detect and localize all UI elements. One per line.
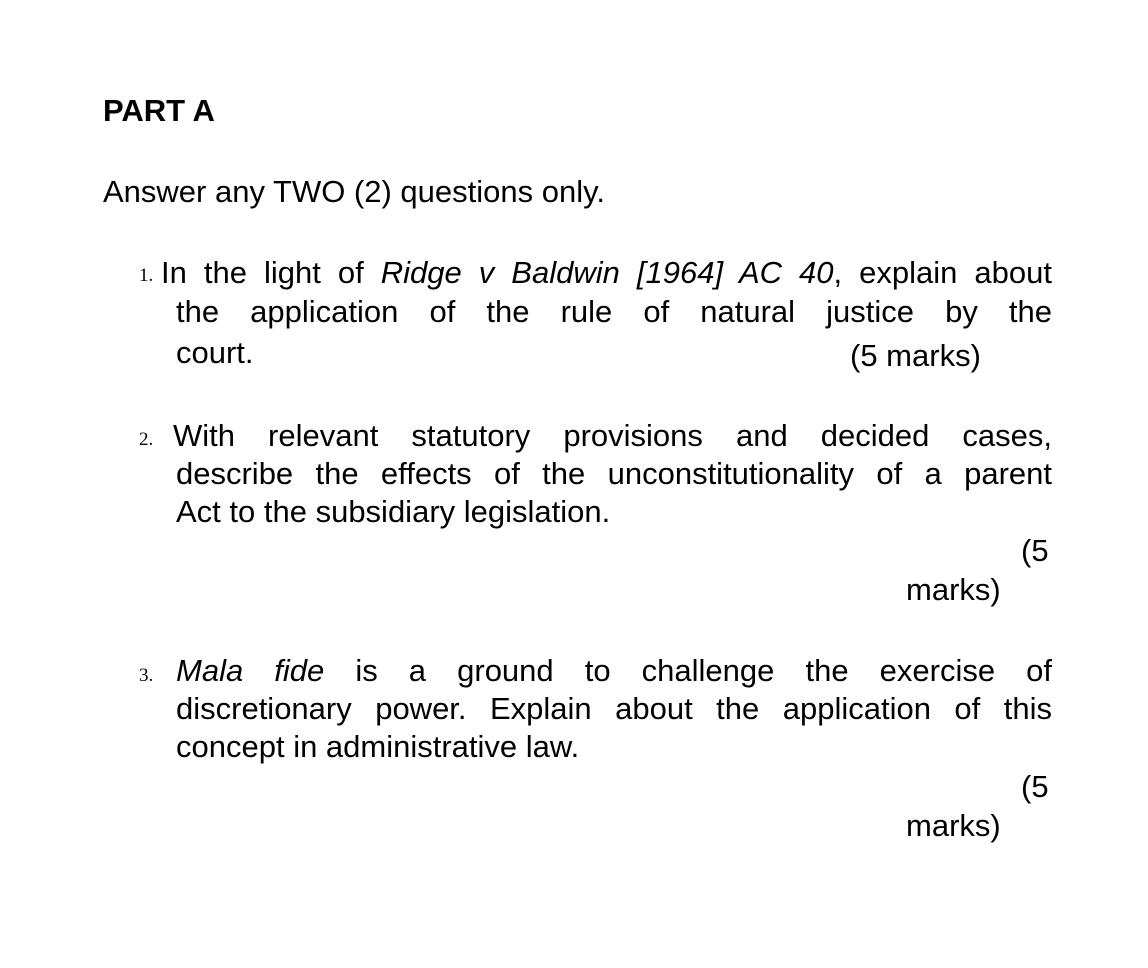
question-3-line-1-rest: is a ground to challenge the exercise of: [324, 653, 1052, 688]
question-2-marks-open: (5: [1021, 533, 1049, 568]
question-1-marks: (5 marks): [850, 338, 981, 373]
latin-term: Mala fide: [176, 653, 325, 688]
question-1-line-1-post: , explain about: [833, 255, 1053, 290]
instruction-text: Answer any TWO (2) questions only.: [103, 174, 605, 209]
question-1-line-2: the application of the rule of natural justice by the: [176, 294, 1052, 329]
question-2-line-1: With relevant statutory provisions and decided cases,: [173, 418, 1052, 453]
question-2-number: 2.: [139, 429, 154, 450]
question-1: [161, 254, 1052, 292]
question-3: [176, 652, 1052, 766]
question-2-marks-close: marks): [906, 572, 1001, 607]
question-3-marks-close: marks): [906, 808, 1001, 843]
question-1-line-3: court.: [176, 335, 254, 370]
question-1-line-1-pre: In the light of: [161, 255, 381, 290]
case-citation: Ridge v Baldwin [1964] AC 40: [380, 255, 834, 290]
question-3-marks-open: (5: [1021, 769, 1049, 804]
question-3-line-2: discretionary power. Explain about the application of this: [176, 691, 1052, 726]
question-3-line-1: [176, 652, 1052, 690]
question-3-number: 3.: [139, 665, 154, 686]
question-3-line-3: concept in administrative law.: [176, 729, 580, 764]
question-2-line-2: describe the effects of the unconstitutionality of a parent: [176, 456, 1052, 491]
question-2-line-3: Act to the subsidiary legislation.: [176, 494, 611, 529]
question-2-continued: [176, 455, 1052, 531]
question-1-line-1: [161, 254, 1052, 292]
question-1-number: 1.: [139, 265, 154, 286]
part-heading: PART A: [103, 93, 215, 128]
question-2: [173, 417, 1052, 455]
